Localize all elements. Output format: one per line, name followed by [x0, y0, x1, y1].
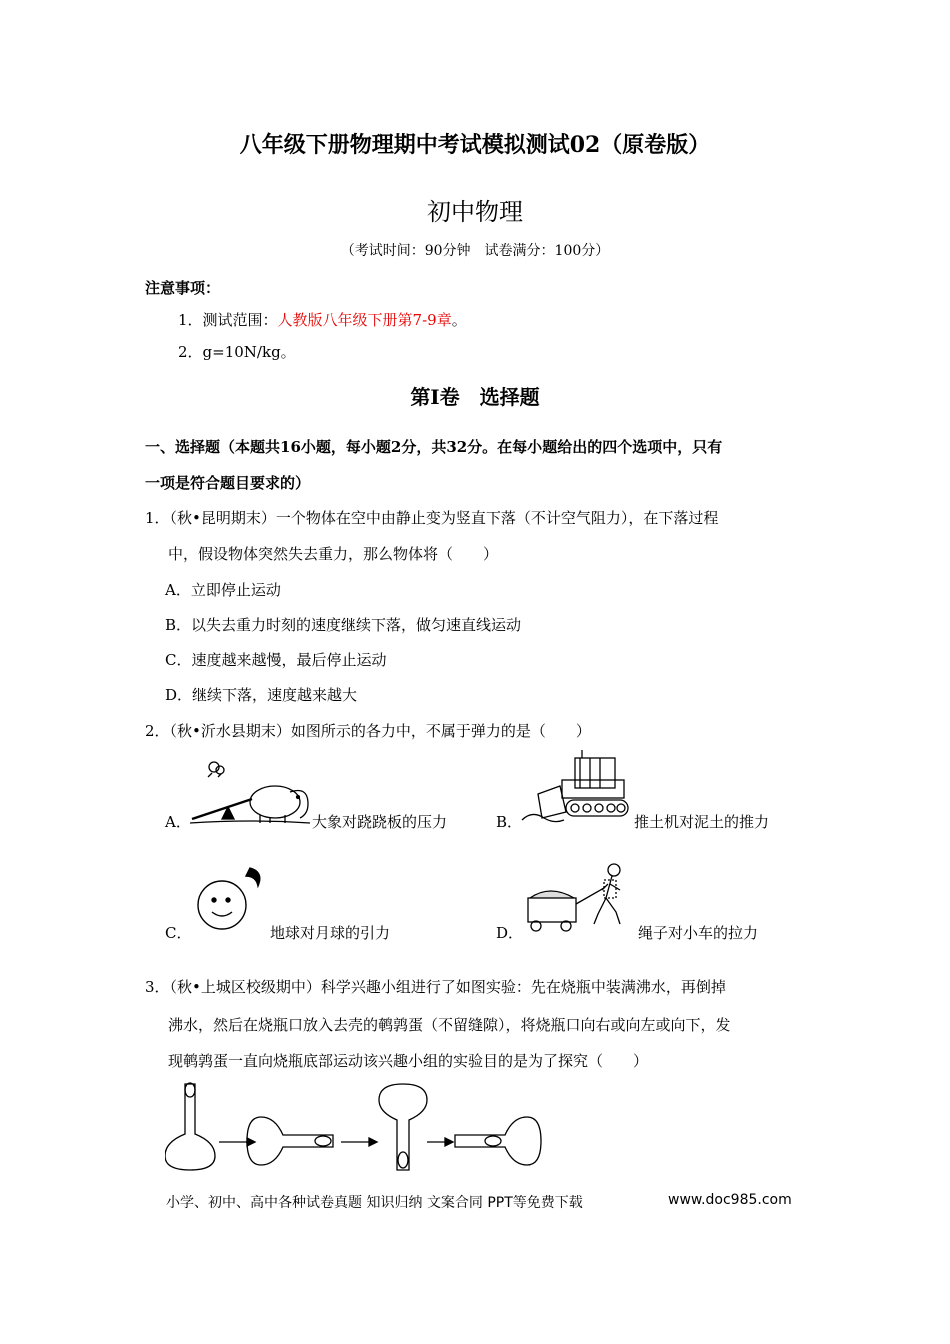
notice-item-1-suffix: 。: [451, 311, 467, 329]
q1-option-d: D．继续下落，速度越来越大: [165, 686, 358, 704]
q2-option-b-text: 推土机对泥土的推力: [634, 813, 770, 831]
section-title: 第Ⅰ卷 选择题: [410, 385, 540, 409]
q1-option-b: B．以失去重力时刻的速度继续下落，做匀速直线运动: [165, 616, 522, 634]
exam-meta: （考试时间：90分钟 试卷满分：100分）: [340, 243, 610, 259]
subject-heading: 初中物理: [427, 198, 523, 226]
q3-line-1: 3．（秋•上城区校级期中）科学兴趣小组进行了如图实验：先在烧瓶中装满沸水，再倒掉: [145, 978, 726, 996]
bulldozer-illustration: [520, 750, 632, 828]
q2-option-b-letter: B．: [496, 813, 523, 831]
footer-url[interactable]: www.doc985.com: [668, 1192, 792, 1208]
q2-stem: 2．（秋•沂水县期末）如图所示的各力中，不属于弹力的是（ ）: [145, 722, 591, 740]
q1-line-2: 中，假设物体突然失去重力，那么物体将（ ）: [168, 545, 499, 563]
elephant-seesaw-illustration: [190, 757, 315, 827]
flask-experiment-diagram: [165, 1080, 545, 1175]
earth-moon-illustration: [190, 860, 270, 940]
notice-item-1-highlight: 人教版八年级下册第7-9章: [277, 311, 452, 329]
q1-option-c: C．速度越来越慢，最后停止运动: [165, 651, 387, 669]
q2-option-a-text: 大象对跷跷板的压力: [312, 813, 448, 831]
page-title: 八年级下册物理期中考试模拟测试02（原卷版）: [239, 132, 711, 158]
q1-line-1: 1．（秋•昆明期末）一个物体在空中由静止变为竖直下落（不计空气阻力），在下落过程: [145, 509, 719, 527]
notice-heading: 注意事项：: [145, 279, 221, 297]
notice-item-2: 2．g=10N/kg。: [178, 343, 296, 361]
notice-item-1: [178, 309, 467, 330]
q1-option-a: A．立即停止运动: [165, 581, 281, 599]
q3-line-2: 沸水，然后在烧瓶口放入去壳的鹌鹑蛋（不留缝隙），将烧瓶口向右或向左或向下，发: [168, 1016, 731, 1034]
part-heading-line-1: 一、选择题（本题共16小题，每小题2分，共32分。在每小题给出的四个选项中，只有: [145, 438, 723, 456]
footer-text: 小学、初中、高中各种试卷真题 知识归纳 文案合同 PPT等免费下载: [166, 1195, 583, 1211]
rope-cart-illustration: [522, 860, 637, 938]
q2-option-d-letter: D．: [496, 924, 524, 942]
notice-item-1-prefix: 1．测试范围：: [178, 311, 278, 329]
q2-option-c-text: 地球对月球的引力: [270, 924, 391, 942]
q2-option-d-text: 绳子对小车的拉力: [638, 924, 759, 942]
part-heading-line-2: 一项是符合题目要求的）: [145, 474, 311, 492]
q2-option-a-letter: A．: [165, 813, 191, 831]
q3-line-3: 现鹌鹑蛋一直向烧瓶底部运动该兴趣小组的实验目的是为了探究（ ）: [168, 1052, 649, 1070]
q2-option-c-letter: C．: [165, 924, 192, 942]
